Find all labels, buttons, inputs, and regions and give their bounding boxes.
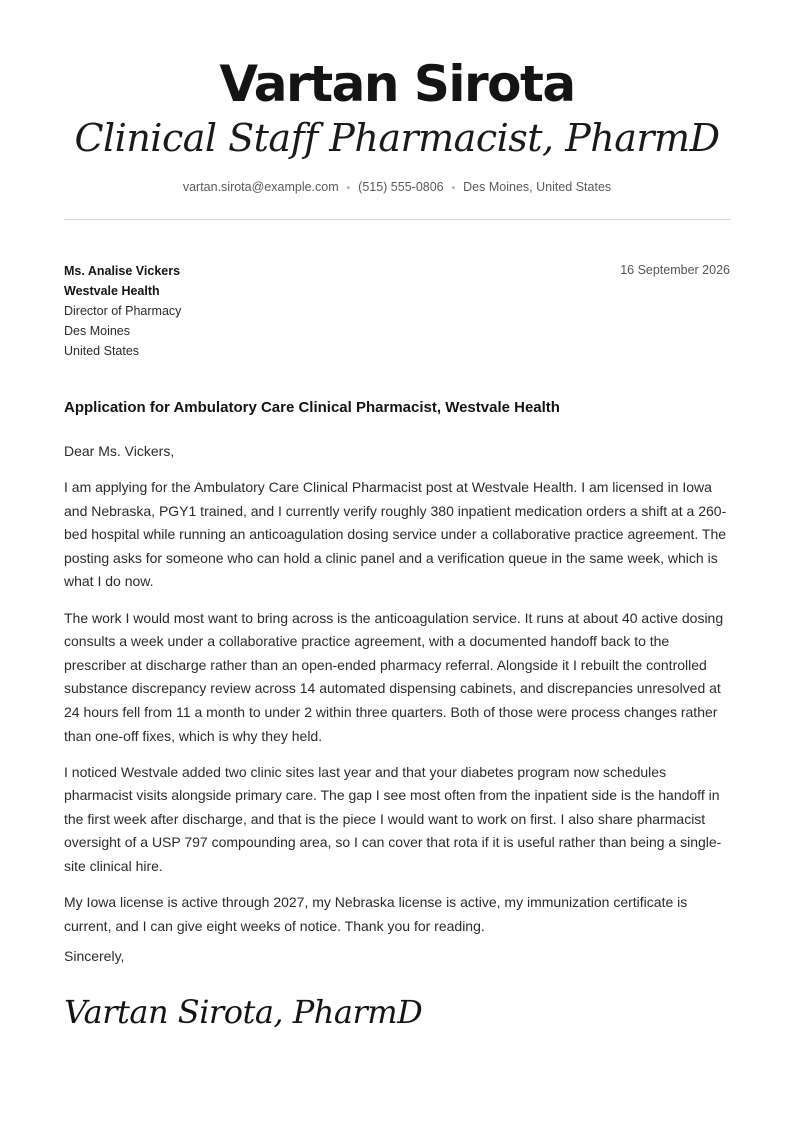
- applicant-name: Vartan Sirota: [219, 55, 575, 113]
- signature: Vartan Sirota, PharmD: [64, 993, 423, 1031]
- header-divider: [64, 219, 730, 220]
- contact-separator: •: [451, 183, 456, 194]
- applicant-title: Clinical Staff Pharmacist, PharmD: [74, 116, 720, 160]
- letter-subject: Application for Ambulatory Care Clinical Pharmacist, Westvale Health: [64, 399, 560, 416]
- recipient-city: Des Moines: [64, 324, 130, 338]
- body-paragraph: I noticed Westvale added two clinic sites last year and that your diabetes program now schedules pharmacist visits alongside primary care. The gap I see most often from the inpatient side is the handoff in the first week after discharge, and that is the piece I would want to work on first. I also share pharmacist oversight of a USP 797 compounding area, so I can cover that rota if it is useful rather than being a single-site clinical hire.: [64, 763, 722, 874]
- recipient-title: Director of Pharmacy: [64, 304, 182, 318]
- contact-separator: •: [346, 183, 351, 194]
- recipient-organization: Westvale Health: [64, 284, 160, 298]
- letter-body: [64, 440, 730, 951]
- recipient-name: Ms. Analise Vickers: [64, 264, 181, 278]
- body-paragraph: My Iowa license is active through 2027, my Nebraska license is active, my immunization certificate is current, and I can give eight weeks of notice. Thank you for reading.: [64, 894, 688, 934]
- closing: Sincerely,: [64, 948, 125, 964]
- recipient-country: United States: [64, 344, 140, 358]
- recipient-block: [64, 261, 181, 361]
- letter-date: 16 September 2026: [620, 263, 730, 277]
- contact-line: [64, 178, 730, 198]
- contact-location: Des Moines, United States: [463, 180, 612, 194]
- body-paragraph: The work I would most want to bring across is the anticoagulation service. It runs at about 40 active dosing consults a week under a collaborative practice agreement, with a documented handoff back to the prescriber at discharge rather than an open-ended pharmacy referral. Alongside it I rebuilt the controlled substance discrepancy review across 14 automated dispensing cabinets, and discrepancies unresolved at 24 hours fell from 11 a month to under 2 within three quarters. Both of those were process changes rather than one-off fixes, which is why they held.: [64, 609, 724, 744]
- salutation: Dear Ms. Vickers,: [64, 443, 175, 459]
- body-paragraph: I am applying for the Ambulatory Care Clinical Pharmacist post at Westvale Health. I am licensed in Iowa and Nebraska, PGY1 trained, and I currently verify roughly 380 inpatient medication orders a shift at a 260-bed hospital while running an anticoagulation dosing service under a collaborative practice agreement. The posting asks for someone who can hold a clinic panel and a verification queue in the same week, which is what I do now.: [64, 479, 727, 590]
- contact-email: vartan.sirota@example.com: [182, 180, 339, 194]
- contact-phone: (515) 555-0806: [358, 180, 444, 194]
